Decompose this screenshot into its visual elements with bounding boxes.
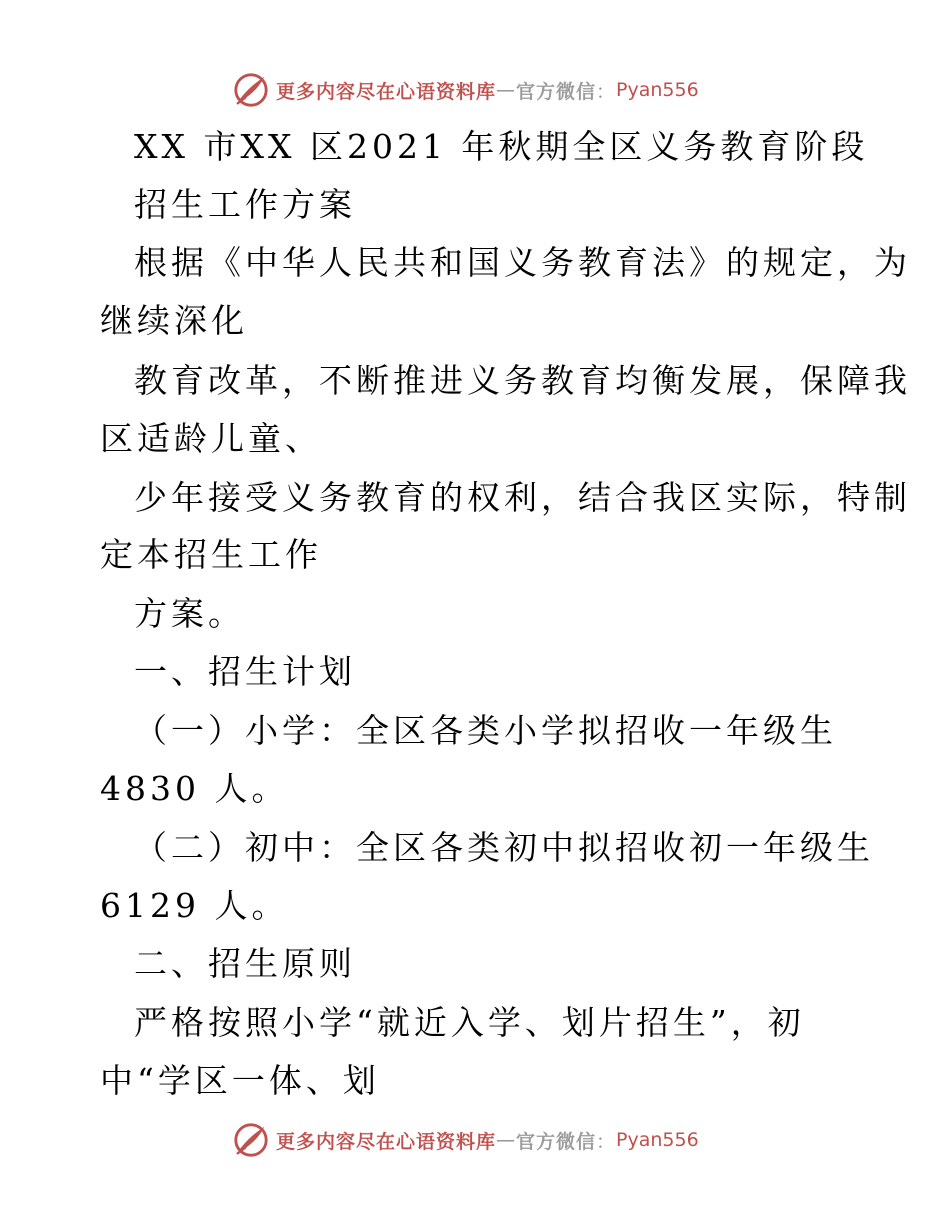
section-heading: 一、招生计划	[134, 652, 356, 691]
header-watermark	[232, 68, 752, 112]
watermark-brand: 更多内容尽在心语资料库	[276, 1130, 497, 1153]
paragraph-line: （二）初中：全区各类初中拟招收初一年级生	[134, 828, 874, 867]
paragraph-line: 6129 人。	[100, 886, 289, 925]
doc-title-line-1: XX 市XX 区2021 年秋期全区义务教育阶段	[134, 127, 869, 166]
watermark-wechat-id: Pyan556	[616, 79, 699, 101]
footer-watermark	[232, 1118, 752, 1162]
section-heading: 二、招生原则	[134, 944, 356, 983]
doc-title-line-2: 招生工作方案	[134, 185, 356, 224]
paragraph-line: 根据《中华人民共和国义务教育法》的规定，为	[134, 243, 911, 282]
paragraph-line: 少年接受义务教育的权利，结合我区实际，特制	[134, 478, 911, 517]
paragraph-line: 严格按照小学“就近入学、划片招生”，初	[134, 1003, 805, 1042]
watermark-dash: —	[496, 1129, 517, 1151]
paragraph-line: 4830 人。	[100, 769, 289, 808]
watermark-colon: ：	[596, 1130, 617, 1153]
paragraph-line: 方案。	[134, 594, 245, 633]
paragraph-line: 教育改革，不断推进义务教育均衡发展，保障我	[134, 361, 911, 400]
paragraph-line: 定本招生工作	[100, 535, 322, 574]
paragraph-line: 区适龄儿童、	[100, 419, 322, 458]
quill-seal-icon	[232, 1121, 270, 1159]
watermark-official: 官方微信	[516, 80, 597, 103]
quill-seal-icon	[232, 71, 270, 109]
watermark-brand: 更多内容尽在心语资料库	[276, 80, 497, 103]
paragraph-line: 中“学区一体、划	[100, 1061, 380, 1100]
paragraph-line: 继续深化	[100, 301, 248, 340]
paragraph-line: （一）小学：全区各类小学拟招收一年级生	[134, 711, 837, 750]
watermark-colon: ：	[596, 80, 617, 103]
watermark-wechat-id: Pyan556	[616, 1129, 699, 1151]
watermark-dash: —	[496, 79, 517, 101]
watermark-official: 官方微信	[516, 1130, 597, 1153]
